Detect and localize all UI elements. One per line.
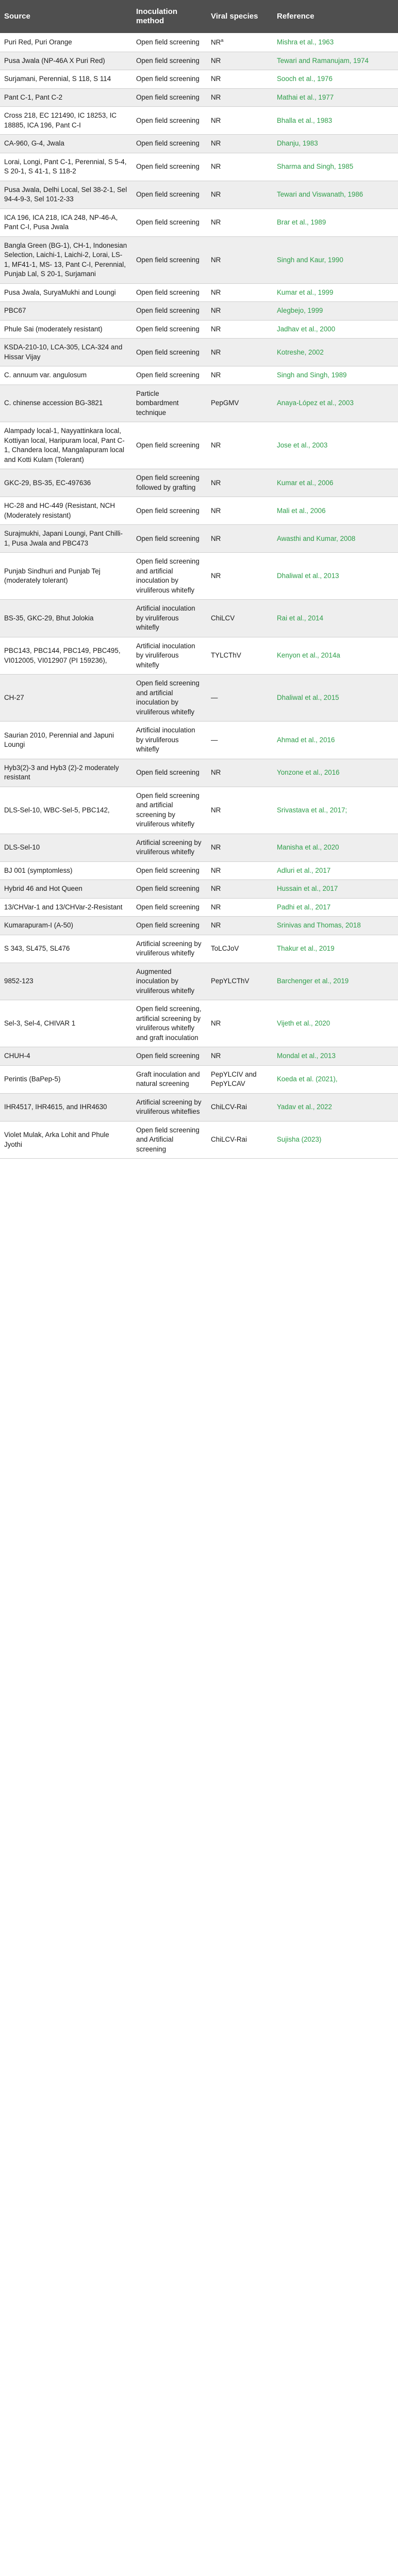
cell-reference-link[interactable]: Yadav et al., 2022: [273, 1093, 398, 1121]
cell-reference-link[interactable]: Adluri et al., 2017: [273, 861, 398, 880]
viral-species-text: NR: [211, 38, 221, 46]
cell-inoculation-method: Open field screening: [132, 898, 207, 917]
table-row: [0, 963, 398, 1000]
cell-source: Phule Sai (moderately resistant): [0, 320, 132, 339]
viral-species-text: —: [211, 735, 218, 744]
viral-species-text: NR: [211, 572, 221, 580]
cell-inoculation-method: Artificial screening by viruliferous whitefly: [132, 834, 207, 861]
table-row: [0, 861, 398, 880]
viral-species-text: NR: [211, 769, 221, 777]
cell-reference-link[interactable]: Bhalla et al., 1983: [273, 107, 398, 135]
cell-source: Pant C-1, Pant C-2: [0, 88, 132, 107]
cell-source: Saurian 2010, Perennial and Japuni Loungi: [0, 722, 132, 759]
viral-species-text: NR: [211, 506, 221, 515]
table-row: [0, 722, 398, 759]
cell-inoculation-method: Open field screening: [132, 70, 207, 89]
table-row: [0, 1093, 398, 1121]
cell-reference-link[interactable]: Koeda et al. (2021),: [273, 1065, 398, 1093]
table-row: [0, 834, 398, 861]
cell-reference-link[interactable]: Dhaliwal et al., 2015: [273, 675, 398, 722]
table-row: [0, 302, 398, 321]
cell-viral-species: [207, 320, 273, 339]
viral-species-text: PepYLCThV: [211, 977, 250, 985]
cell-reference-link[interactable]: Dhaliwal et al., 2013: [273, 553, 398, 600]
table-row: [0, 339, 398, 366]
cell-inoculation-method: Artificial inoculation by viruliferous whitefly: [132, 722, 207, 759]
cell-reference-link[interactable]: Mondal et al., 2013: [273, 1047, 398, 1066]
table-row: [0, 898, 398, 917]
cell-inoculation-method: Open field screening, artificial screening by viruliferous whitefly and graft inoculation: [132, 1000, 207, 1047]
cell-source: PBC67: [0, 302, 132, 321]
cell-reference-link[interactable]: Dhanju, 1983: [273, 135, 398, 153]
cell-inoculation-method: Artificial inoculation by viruliferous whitefly: [132, 600, 207, 637]
cell-reference-link[interactable]: Brar et al., 1989: [273, 209, 398, 236]
cell-reference-link[interactable]: Mali et al., 2006: [273, 497, 398, 525]
cell-inoculation-method: Open field screening: [132, 107, 207, 135]
cell-source: 9852-123: [0, 963, 132, 1000]
cell-viral-species: [207, 52, 273, 70]
cell-inoculation-method: Artificial screening by viruliferous whitefly: [132, 935, 207, 963]
cell-inoculation-method: Open field screening and artificial inoculation by viruliferous whitefly: [132, 675, 207, 722]
viral-species-text: NR: [211, 348, 221, 356]
header-row: [0, 0, 398, 33]
cell-reference-link[interactable]: Kenyon et al., 2014a: [273, 637, 398, 675]
cell-source: C. annuum var. angulosum: [0, 366, 132, 385]
cell-inoculation-method: Particle bombardment technique: [132, 385, 207, 422]
resistance-sources-table: [0, 0, 398, 1159]
cell-source: Perintis (BaPep-5): [0, 1065, 132, 1093]
cell-inoculation-method: Open field screening: [132, 917, 207, 935]
cell-inoculation-method: Open field screening: [132, 181, 207, 209]
cell-source: Cross 218, EC 121490, IC 18253, IC 18885, ICA 196, Pant C-I: [0, 107, 132, 135]
table-row: [0, 787, 398, 834]
table-row: [0, 52, 398, 70]
cell-inoculation-method: Open field screening: [132, 525, 207, 553]
cell-reference-link[interactable]: Singh and Singh, 1989: [273, 366, 398, 385]
table-row: [0, 135, 398, 153]
viral-species-text: NR: [211, 843, 221, 852]
table-row: [0, 935, 398, 963]
table-row: [0, 525, 398, 553]
table-row: [0, 70, 398, 89]
table-body: [0, 33, 398, 1159]
cell-viral-species: [207, 963, 273, 1000]
cell-viral-species: [207, 153, 273, 181]
cell-source: S 343, SL475, SL476: [0, 935, 132, 963]
table-row: [0, 283, 398, 302]
cell-inoculation-method: Open field screening: [132, 861, 207, 880]
cell-inoculation-method: Open field screening: [132, 302, 207, 321]
cell-inoculation-method: Open field screening: [132, 880, 207, 899]
table-row: [0, 33, 398, 52]
table-row: [0, 209, 398, 236]
cell-source: 13/CHVar-1 and 13/CHVar-2-Resistant: [0, 898, 132, 917]
viral-species-text: PepYLCIV and PepYLCAV: [211, 1070, 257, 1088]
table-row: [0, 553, 398, 600]
cell-inoculation-method: Open field screening: [132, 153, 207, 181]
cell-viral-species: [207, 339, 273, 366]
table-row: [0, 675, 398, 722]
cell-reference-link[interactable]: Anaya-López et al., 2003: [273, 385, 398, 422]
table-row: [0, 469, 398, 497]
cell-viral-species: [207, 1000, 273, 1047]
table-row: [0, 366, 398, 385]
viral-species-text: NR: [211, 116, 221, 124]
cell-viral-species: [207, 497, 273, 525]
cell-inoculation-method: Open field screening: [132, 135, 207, 153]
table-row: [0, 422, 398, 469]
viral-species-text: TYLCThV: [211, 651, 241, 660]
table-row: [0, 153, 398, 181]
cell-viral-species: [207, 935, 273, 963]
cell-source: KSDA-210-10, LCA-305, LCA-324 and Hissar Vijay: [0, 339, 132, 366]
cell-inoculation-method: Open field screening: [132, 339, 207, 366]
viral-species-text: NR: [211, 56, 221, 65]
cell-inoculation-method: Artificial screening by viruliferous whiteflies: [132, 1093, 207, 1121]
cell-inoculation-method: Open field screening: [132, 1047, 207, 1066]
cell-viral-species: [207, 209, 273, 236]
table-row: [0, 1121, 398, 1159]
cell-inoculation-method: Open field screening: [132, 52, 207, 70]
cell-source: Hybrid 46 and Hot Queen: [0, 880, 132, 899]
cell-reference-link[interactable]: Sujisha (2023): [273, 1121, 398, 1159]
cell-reference-link[interactable]: Thakur et al., 2019: [273, 935, 398, 963]
viral-species-text: NR: [211, 325, 221, 333]
cell-viral-species: [207, 422, 273, 469]
viral-species-text: ChiLCV: [211, 614, 235, 622]
cell-inoculation-method: Open field screening and artificial inoculation by viruliferous whitefly: [132, 553, 207, 600]
cell-reference-link[interactable]: Padhi et al., 2017: [273, 898, 398, 917]
cell-viral-species: [207, 469, 273, 497]
cell-source: Lorai, Longi, Pant C-1, Perennial, S 5-4, S 20-1, S 41-1, S 118-2: [0, 153, 132, 181]
cell-source: CA-960, G-4, Jwala: [0, 135, 132, 153]
cell-reference-link[interactable]: Yonzone et al., 2016: [273, 759, 398, 787]
cell-reference-link[interactable]: Manisha et al., 2020: [273, 834, 398, 861]
cell-reference-link[interactable]: Kotreshe, 2002: [273, 339, 398, 366]
cell-source: DLS-Sel-10, WBC-Sel-5, PBC142,: [0, 787, 132, 834]
table-header: [0, 0, 398, 33]
viral-species-text: NR: [211, 1052, 221, 1060]
cell-reference-link[interactable]: Barchenger et al., 2019: [273, 963, 398, 1000]
cell-source: Surjamani, Perennial, S 118, S 114: [0, 70, 132, 89]
cell-inoculation-method: Open field screening: [132, 33, 207, 52]
cell-viral-species: [207, 861, 273, 880]
cell-viral-species: [207, 787, 273, 834]
footnote-marker: a: [221, 38, 224, 43]
cell-source: Alampady local-1, Nayyattinkara local, Kottiyan local, Haripuram local, Pant C-1, Chandera local, Mangalapuram local and Kotti Kulam (Tolerant): [0, 422, 132, 469]
cell-source: Punjab Sindhuri and Punjab Tej (moderately tolerant): [0, 553, 132, 600]
cell-source: Pusa Jwala, Delhi Local, Sel 38-2-1, Sel 94-4-9-3, Sel 101-2-33: [0, 181, 132, 209]
viral-species-text: NR: [211, 806, 221, 814]
viral-species-text: NR: [211, 1019, 221, 1028]
cell-viral-species: [207, 1065, 273, 1093]
cell-reference-link[interactable]: Tewari and Viswanath, 1986: [273, 181, 398, 209]
table-row: [0, 88, 398, 107]
cell-inoculation-method: Augmented inoculation by viruliferous whitefly: [132, 963, 207, 1000]
cell-reference-link[interactable]: Rai et al., 2014: [273, 600, 398, 637]
cell-inoculation-method: Open field screening followed by grafting: [132, 469, 207, 497]
cell-source: BS-35, GKC-29, Bhut Jolokia: [0, 600, 132, 637]
table-row: [0, 600, 398, 637]
cell-source: DLS-Sel-10: [0, 834, 132, 861]
cell-viral-species: [207, 1121, 273, 1159]
cell-source: CH-27: [0, 675, 132, 722]
viral-species-text: NR: [211, 190, 221, 199]
cell-inoculation-method: Open field screening: [132, 497, 207, 525]
cell-reference-link[interactable]: Alegbejo, 1999: [273, 302, 398, 321]
table-row: [0, 637, 398, 675]
viral-species-text: NR: [211, 255, 221, 264]
cell-source: Sel-3, Sel-4, CHIVAR 1: [0, 1000, 132, 1047]
cell-reference-link[interactable]: Hussain et al., 2017: [273, 880, 398, 899]
cell-reference-link[interactable]: Mathai et al., 1977: [273, 88, 398, 107]
cell-viral-species: [207, 880, 273, 899]
table-row: [0, 1065, 398, 1093]
cell-reference-link[interactable]: Awasthi and Kumar, 2008: [273, 525, 398, 553]
cell-inoculation-method: Open field screening and artificial screening by viruliferous whitefly: [132, 787, 207, 834]
cell-inoculation-method: Open field screening: [132, 88, 207, 107]
viral-species-text: NR: [211, 139, 221, 148]
viral-species-text: NR: [211, 478, 221, 487]
viral-species-text: NR: [211, 534, 221, 542]
cell-viral-species: [207, 834, 273, 861]
cell-inoculation-method: Graft inoculation and natural screening: [132, 1065, 207, 1093]
cell-reference-link[interactable]: Jose et al., 2003: [273, 422, 398, 469]
cell-inoculation-method: Open field screening: [132, 422, 207, 469]
viral-species-text: NR: [211, 921, 221, 930]
cell-reference-link[interactable]: Srivastava et al., 2017;: [273, 787, 398, 834]
cell-viral-species: [207, 70, 273, 89]
cell-source: ICA 196, ICA 218, ICA 248, NP-46-A, Pant C-I, Pusa Jwala: [0, 209, 132, 236]
table-row: [0, 497, 398, 525]
cell-source: CHUH-4: [0, 1047, 132, 1066]
viral-species-text: NR: [211, 163, 221, 171]
cell-viral-species: [207, 1093, 273, 1121]
viral-species-text: NR: [211, 307, 221, 315]
cell-inoculation-method: Artificial inoculation by viruliferous whitefly: [132, 637, 207, 675]
cell-viral-species: [207, 553, 273, 600]
viral-species-text: NR: [211, 885, 221, 893]
cell-viral-species: [207, 236, 273, 283]
cell-reference-link[interactable]: Jadhav et al., 2000: [273, 320, 398, 339]
viral-species-text: —: [211, 694, 218, 702]
table-row: [0, 1047, 398, 1066]
cell-inoculation-method: Open field screening: [132, 209, 207, 236]
cell-source: Pusa Jwala (NP-46A X Puri Red): [0, 52, 132, 70]
cell-source: Hyb3(2)-3 and Hyb3 (2)-2 moderately resistant: [0, 759, 132, 787]
cell-source: Bangla Green (BG-1), CH-1, Indonesian Selection, Laichi-1, Laichi-2, Lorai, LS-1, MF41-1, MS- 13, Pant C-I, Perennial, Punjab Lal, S 20-1, Surjamani: [0, 236, 132, 283]
cell-viral-species: [207, 675, 273, 722]
cell-viral-species: [207, 33, 273, 52]
cell-viral-species: [207, 88, 273, 107]
cell-reference-link[interactable]: Singh and Kaur, 1990: [273, 236, 398, 283]
viral-species-text: NR: [211, 866, 221, 874]
cell-viral-species: [207, 181, 273, 209]
cell-source: C. chinense accession BG-3821: [0, 385, 132, 422]
cell-source: Puri Red, Puri Orange: [0, 33, 132, 52]
cell-source: Kumarapuram-I (A-50): [0, 917, 132, 935]
cell-viral-species: [207, 898, 273, 917]
table-row: [0, 759, 398, 787]
table-row: [0, 385, 398, 422]
cell-reference-link[interactable]: Ahmad et al., 2016: [273, 722, 398, 759]
cell-source: Pusa Jwala, SuryaMukhi and Loungi: [0, 283, 132, 302]
cell-reference-link[interactable]: Vijeth et al., 2020: [273, 1000, 398, 1047]
cell-source: BJ 001 (symptomless): [0, 861, 132, 880]
table-row: [0, 107, 398, 135]
header-source: Source: [0, 0, 132, 33]
viral-species-text: NR: [211, 93, 221, 101]
table-row: [0, 320, 398, 339]
viral-species-text: ChiLCV-Rai: [211, 1103, 247, 1111]
table-row: [0, 880, 398, 899]
viral-species-text: NR: [211, 903, 221, 911]
cell-viral-species: [207, 135, 273, 153]
cell-source: GKC-29, BS-35, EC-497636: [0, 469, 132, 497]
cell-viral-species: [207, 525, 273, 553]
cell-viral-species: [207, 637, 273, 675]
cell-source: Violet Mulak, Arka Lohit and Phule Jyothi: [0, 1121, 132, 1159]
cell-viral-species: [207, 722, 273, 759]
cell-reference-link[interactable]: Kumar et al., 2006: [273, 469, 398, 497]
cell-inoculation-method: Open field screening: [132, 366, 207, 385]
viral-species-text: NR: [211, 371, 221, 379]
cell-reference-link[interactable]: Mishra et al., 1963: [273, 33, 398, 52]
cell-inoculation-method: Open field screening: [132, 283, 207, 302]
cell-inoculation-method: Open field screening: [132, 759, 207, 787]
cell-reference-link[interactable]: Sooch et al., 1976: [273, 70, 398, 89]
viral-species-text: NR: [211, 75, 221, 83]
table-row: [0, 236, 398, 283]
cell-source: Surajmukhi, Japani Loungi, Pant Chilli-1, Pusa Jwala and PBC473: [0, 525, 132, 553]
cell-viral-species: [207, 759, 273, 787]
cell-inoculation-method: Open field screening: [132, 236, 207, 283]
viral-species-text: ChiLCV-Rai: [211, 1135, 247, 1144]
cell-viral-species: [207, 107, 273, 135]
cell-viral-species: [207, 283, 273, 302]
viral-species-text: NR: [211, 441, 221, 450]
table-row: [0, 917, 398, 935]
header-inoculation-method: Inoculation method: [132, 0, 207, 33]
cell-inoculation-method: Open field screening: [132, 320, 207, 339]
cell-source: PBC143, PBC144, PBC149, PBC495, VI012005, VI012907 (PI 159236),: [0, 637, 132, 675]
cell-inoculation-method: Open field screening and Artificial screening: [132, 1121, 207, 1159]
viral-species-text: NR: [211, 288, 221, 296]
table-row: [0, 1000, 398, 1047]
cell-viral-species: [207, 600, 273, 637]
cell-viral-species: [207, 366, 273, 385]
viral-species-text: NR: [211, 218, 221, 227]
cell-viral-species: [207, 302, 273, 321]
cell-viral-species: [207, 917, 273, 935]
header-reference: Reference: [273, 0, 398, 33]
cell-reference-link[interactable]: Srinivas and Thomas, 2018: [273, 917, 398, 935]
cell-reference-link[interactable]: Sharma and Singh, 1985: [273, 153, 398, 181]
viral-species-text: PepGMV: [211, 399, 239, 407]
cell-viral-species: [207, 1047, 273, 1066]
viral-species-text: ToLCJoV: [211, 945, 239, 953]
cell-reference-link[interactable]: Tewari and Ramanujam, 1974: [273, 52, 398, 70]
table-row: [0, 181, 398, 209]
cell-source: IHR4517, IHR4615, and IHR4630: [0, 1093, 132, 1121]
cell-viral-species: [207, 385, 273, 422]
header-viral-species: Viral species: [207, 0, 273, 33]
cell-source: HC-28 and HC-449 (Resistant, NCH (Moderately resistant): [0, 497, 132, 525]
cell-reference-link[interactable]: Kumar et al., 1999: [273, 283, 398, 302]
